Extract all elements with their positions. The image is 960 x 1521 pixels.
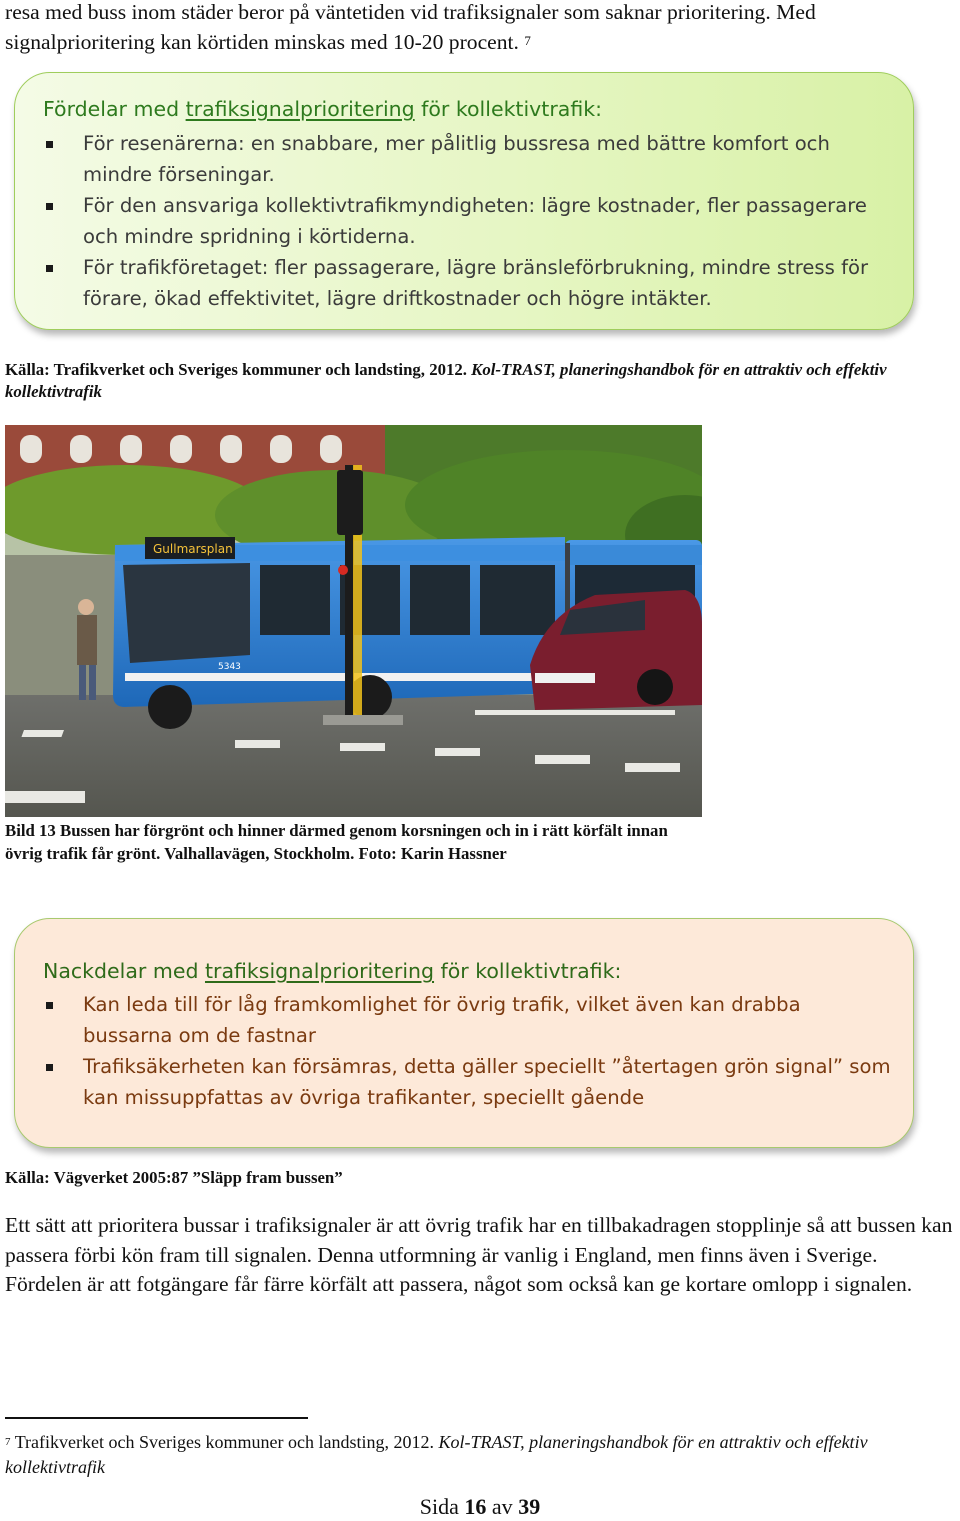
footnote-title: Kol-TRAST, planeringshandbok för en attraktiv och effektiv kollektivtrafik xyxy=(5,1432,868,1477)
advantages-title-suffix: för kollektivtrafik: xyxy=(414,97,603,121)
footnote xyxy=(5,1430,960,1480)
destination-sign: Gullmarsplan xyxy=(153,542,233,556)
footnote-number: 7 xyxy=(5,1436,11,1448)
disadvantages-title-link[interactable]: trafiksignalprioritering xyxy=(204,959,435,983)
disadvantages-title-suffix: för kollektivtrafik: xyxy=(434,959,622,983)
source-citation-2: Källa: Vägverket 2005:87 ”Släpp fram bussen” xyxy=(5,1168,343,1187)
intro-line-2: signalprioritering kan körtiden minskas med 10-20 procent. xyxy=(5,29,519,54)
footnote-reference[interactable]: 7 xyxy=(524,32,531,48)
advantages-title xyxy=(43,97,602,121)
source-citation-1: Källa: Trafikverket och Sveriges kommuner och landsting, 2012. Kol-TRAST, planeringshandbok för en attraktiv och effektiv kollektivtrafik xyxy=(5,360,887,401)
list-item: För resenärerna: en snabbare, mer pålitlig bussresa med bättre komfort och mindre förseningar. xyxy=(83,128,893,190)
disadvantages-title-prefix: Nackdelar med xyxy=(43,959,205,983)
current-page: 16 xyxy=(464,1494,487,1519)
advantages-list xyxy=(83,128,893,314)
intro-line-1: resa med buss inom städer beror på väntetiden vid trafiksignaler som saknar prioritering. Med xyxy=(5,0,816,24)
page-number: Sida 16 av 39 xyxy=(419,1494,541,1519)
footnote-divider xyxy=(5,1417,308,1419)
list-item: För trafikföretaget: fler passagerare, lägre bränsleförbrukning, mindre stress för förare, ökad effektivitet, lägre driftkostnader och högre intäkter. xyxy=(83,252,893,314)
square-bullet-icon xyxy=(46,203,53,210)
footnote-text: Trafikverket och Sveriges kommuner och landsting, 2012. xyxy=(14,1432,439,1452)
intro-paragraph xyxy=(5,0,955,57)
list-item: För den ansvariga kollektivtrafikmyndigheten: lägre kostnader, fler passagerare och mindre spridning i körtiderna. xyxy=(83,190,893,252)
advantages-title-prefix: Fördelar med xyxy=(43,97,186,121)
advantages-box xyxy=(14,72,914,330)
square-bullet-icon xyxy=(46,265,53,272)
list-item: Kan leda till för låg framkomlighet för övrig trafik, vilket även kan drabba bussarna om de fastnar xyxy=(83,989,893,1051)
photo-caption: Bild 13 Bussen har förgrönt och hinner därmed genom korsningen och in i rätt körfält innan övrig trafik får grönt. Valhallavägen, Stockholm. Foto: Karin Hassner xyxy=(5,821,668,863)
total-pages: 39 xyxy=(518,1494,541,1519)
bus-photo xyxy=(5,425,702,817)
disadvantages-title xyxy=(43,959,621,983)
square-bullet-icon xyxy=(46,1064,53,1071)
square-bullet-icon xyxy=(46,141,53,148)
disadvantages-list xyxy=(83,989,893,1113)
bus-number: 5343 xyxy=(218,662,241,672)
body-paragraph: Ett sätt att prioritera bussar i trafiksignaler är att övrig trafik har en tillbakadragen stopplinje så att bussen kan passera förbi kön fram till signalen. Denna utformning är vanlig i England, men finns även i Sverige. Fördelen är att fotgängare får färre körfält att passera, något som också kan ge kortare omlopp i signalen. xyxy=(5,1213,953,1296)
list-item: Trafiksäkerheten kan försämras, detta gäller speciellt ”återtagen grön signal” som kan missuppfattas av övriga trafikanter, speciellt gående xyxy=(83,1051,893,1113)
advantages-title-link[interactable]: trafiksignalprioritering xyxy=(185,97,415,121)
disadvantages-box xyxy=(14,918,914,1148)
square-bullet-icon xyxy=(46,1002,53,1009)
